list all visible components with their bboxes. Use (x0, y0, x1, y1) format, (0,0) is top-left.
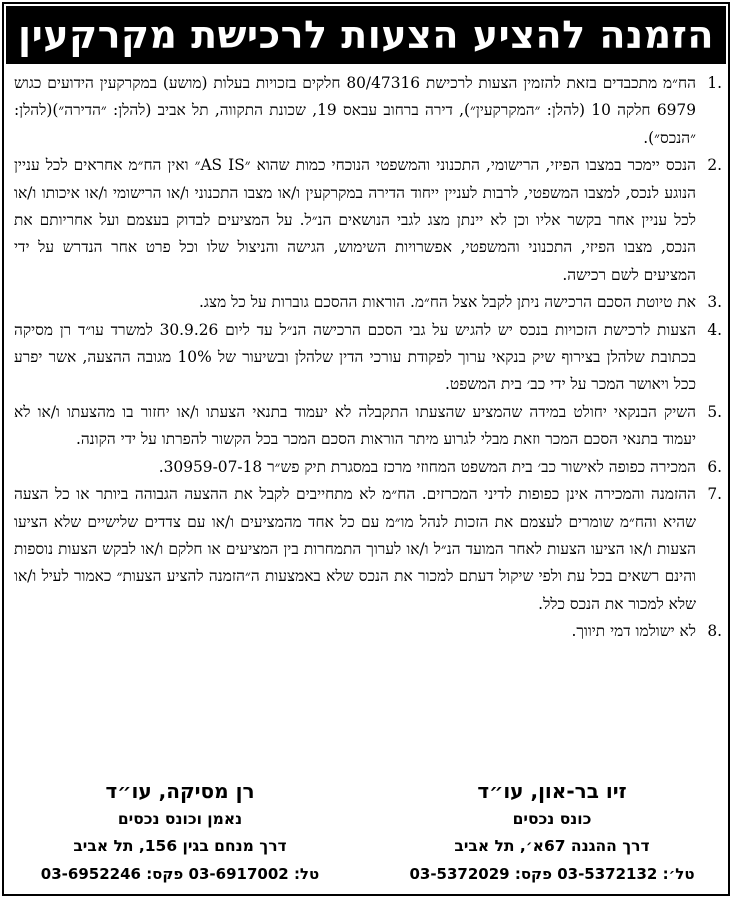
signatory-phones (10, 860, 350, 888)
term-item (14, 289, 722, 316)
fax-label: פקס: (514, 865, 552, 883)
term-number: 7. (707, 485, 722, 504)
term-number: 3. (707, 293, 722, 312)
term-item (14, 454, 722, 481)
tel-label: טל׳: (662, 865, 695, 883)
term-item (14, 481, 722, 618)
terms-list (14, 70, 722, 646)
tel-label: טל: (293, 865, 320, 883)
term-text: הצעות לרכישת הזכויות בנכס יש להגיש על גבי הסכם הרכישה הנ״ל עד ליום 30.9.26 למשרד עו״ד רן מסיקה בכתובת שלהלן בצירוף שיק בנקאי ערוך לפקודת עורכי הדין שלהלן ובשיעור של 10% מגובה ההצעה, אשר יפרע ככל ויאושר המכר על ידי כב׳ בית המשפט. (14, 320, 696, 394)
fax-label: פקס: (146, 865, 184, 883)
term-number: 6. (707, 457, 722, 476)
signatory-name: זיו בר-און, עו״ד (477, 779, 627, 803)
signatory-address: דרך ההגנה 67א׳, תל אביב (454, 837, 650, 855)
term-text: הנכס יימכר במצבו הפיזי, הרישומי, התכנוני והמשפטי הנוכחי כמות שהוא ״AS IS״ ואין הח״מ אחראים לכל עניין הנוגע לנכס, למצבו המשפטי, לרבות לעניין ייחוד הדירה במקרקעין ו/או מצבו התכנוני ו/או הרישומי ו/או איכותו ו/או לכל עניין אחר בקשר אליו וכן לא יינתן מצג לגבי הנושאים הנ״ל. על המציעים לבדוק בעצמם ועל אחריותם את הנכס, מצבו הפיזי, התכנוני והמשפטי, אפשרויות השימוש, הגישה והניצול שלו וכל פרט אחר הנדרש על ידי המציעים לשם רכישה. (14, 156, 696, 284)
fax-number: 03-6952246 (40, 865, 141, 883)
term-text: ההזמנה והמכירה אינן כפופות לדיני המכרזים. הח״מ לא מתחייבים לקבל את ההצעה הגבוהה ביותר או כל הצעה שהיא והח״מ שומרים לעצמם את הזכות לנהל מו״מ עם כל אחד מהמציעים ו/או עם צדדים שלישיים שלא הציעו הצעות ו/או הציעו הצעות לאחר המועד הנ״ל ו/או לערוך התמחרות בין המציעים או חלקם ו/או לבקש הצעות נוספות והינם רשאים בכל עת ולפי שיקול דעתם למכור את הנכס שלא באמצעות ה״הזמנה להציע הצעות״ כאמור לעיל ו/או שלא למכור את הנכס כלל. (14, 485, 696, 613)
term-text: את טיוטת הסכם הרכישה ניתן לקבל אצל הח״מ. הוראות ההסכם גוברות על כל מצג. (199, 293, 696, 312)
term-number: 1. (707, 74, 722, 92)
term-text: הח״מ מתכבדים בזאת להזמין הצעות לרכישת 80/47316 חלקים בזכויות בעלות (מושע) במקרקעין הידועים כגוש 6979 חלקה 10 (להלן: ״המקרקעין״), דירה ברחוב עבאס 19, שכונת התקווה, תל אביב (להלן: ״הדירה״)(להלן: ״הנכס״). (14, 74, 696, 147)
term-number: 4. (707, 320, 722, 339)
signatory-receiver (382, 776, 722, 888)
term-item (14, 399, 722, 454)
term-number: 8. (707, 622, 722, 641)
signatory-name: רן מסיקה, עו״ד (105, 779, 255, 803)
tel-number: 03-6917002 (188, 865, 289, 883)
signatory-role: נאמן וכונס נכסים (117, 810, 243, 828)
title-banner (6, 6, 726, 64)
signature-block (10, 776, 722, 888)
term-item (14, 70, 722, 152)
term-number: 2. (707, 156, 722, 175)
notice-title: הזמנה להציע הצעות לרכישת מקרקעין (18, 13, 714, 57)
term-item (14, 317, 722, 399)
term-text: לא ישולמו דמי תיווך. (571, 622, 696, 641)
fax-number: 03-5372029 (409, 865, 510, 883)
term-item (14, 152, 722, 289)
signatory-phones (382, 860, 722, 888)
term-text: השיק הבנקאי יחולט במידה שהמציע שהצעתו התקבלה לא יעמוד בתנאי הצעתו ו/או יחזור בו מהצעתו ו/או לא יעמוד בתנאי הסכם המכר וזאת מבלי לגרוע מיתר הוראות הסכם המכר בכל הקשור להפרתו על ידי הקונה. (14, 402, 696, 449)
signatory-role: כונס נכסים (512, 810, 592, 828)
term-item (14, 618, 722, 645)
signatory-trustee (10, 776, 350, 888)
signatory-address: דרך מנחם בגין 156, תל אביב (73, 837, 287, 855)
term-number: 5. (707, 402, 722, 421)
tel-number: 03-5372132 (557, 865, 658, 883)
term-text: המכירה כפופה לאישור כב׳ בית המשפט המחוזי מרכז במסגרת תיק פש״ר 30959-07-18. (158, 457, 696, 476)
